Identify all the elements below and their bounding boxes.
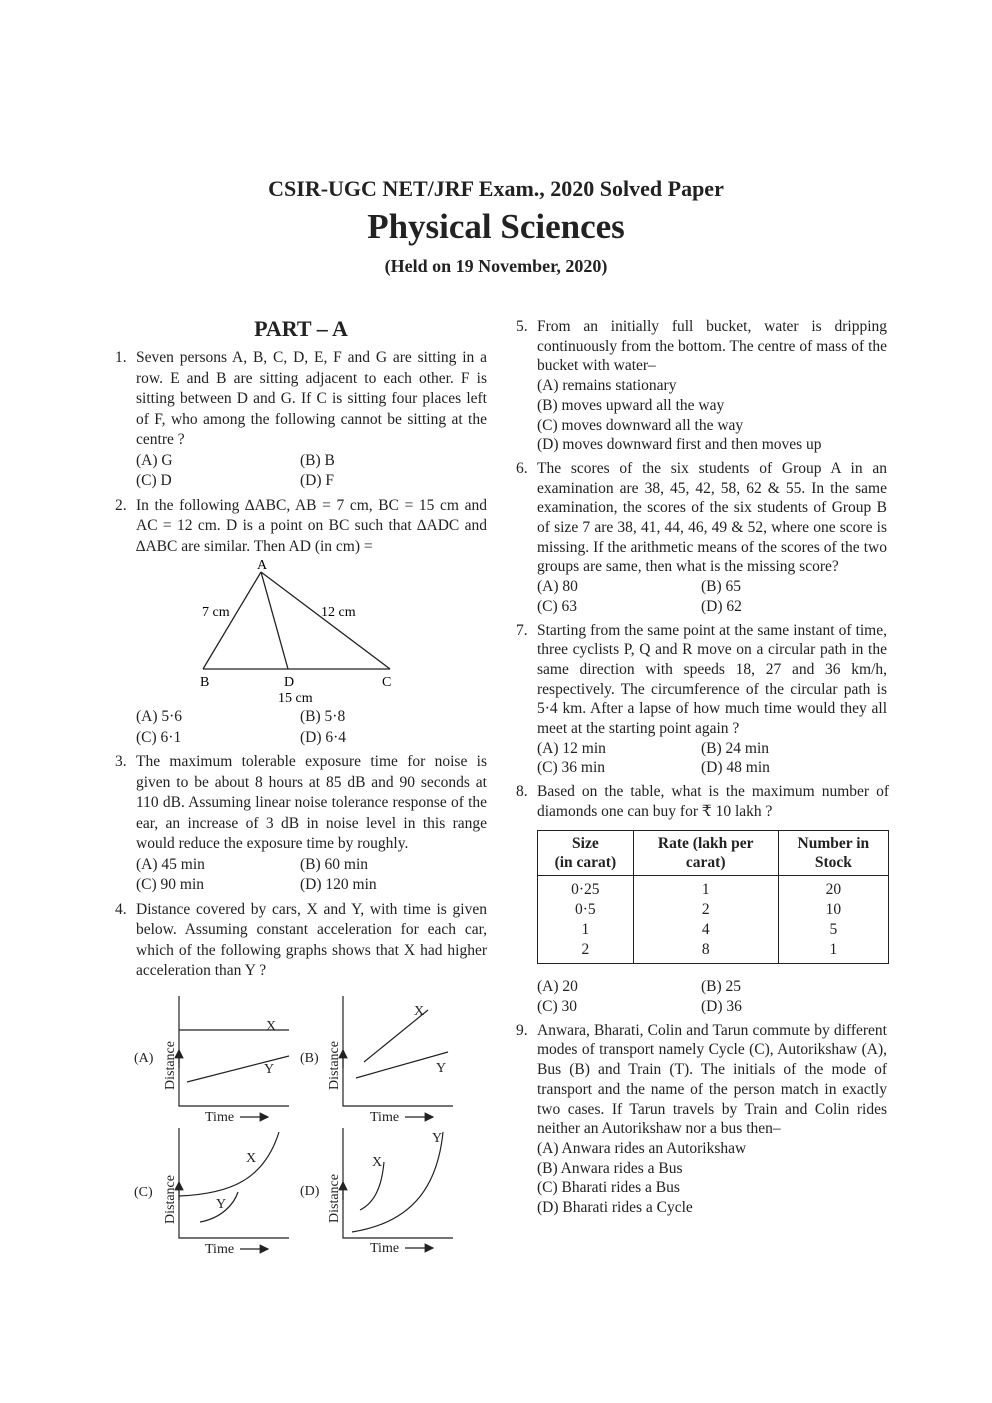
option-c[interactable]: (C) Bharati rides a Bus	[537, 1179, 680, 1197]
question-1	[115, 348, 487, 492]
question-8	[516, 782, 887, 1017]
table-header: Number in Stock	[778, 831, 888, 876]
question-number: 5.	[516, 318, 528, 335]
curve-label-x: X	[246, 1151, 257, 1166]
graph-label-b: (B)	[300, 1051, 319, 1066]
vertex-d: D	[284, 675, 295, 690]
label-bc: 15 cm	[278, 691, 313, 706]
option-d[interactable]: (D) 120 min	[300, 876, 377, 893]
curve-label-x: X	[414, 1004, 425, 1019]
curve-label-y: Y	[216, 1197, 227, 1212]
option-d[interactable]: (D) 6·4	[300, 728, 347, 746]
curve-label-x: X	[266, 1019, 277, 1034]
option-d[interactable]: (D) 62	[701, 597, 742, 615]
question-text: From an initially full bucket, water is dripping continuously from the bottom. The centre of mass of the bucket with water–	[537, 318, 887, 375]
options	[537, 977, 889, 1016]
option-a[interactable]: (A) remains stationary	[537, 377, 677, 395]
triangle-figure	[136, 557, 487, 707]
question-text: Distance covered by cars, X and Y, with time is given below. Assuming constant acceleration for each car, which of the following graphs shows that X had higher acceleration than Y ?	[136, 900, 487, 979]
question-number: 4.	[115, 900, 127, 918]
option-d[interactable]: (D) Bharati rides a Cycle	[537, 1199, 693, 1217]
option-b[interactable]: (B) 5·8	[300, 708, 346, 725]
question-3	[115, 752, 487, 896]
option-a[interactable]: (A) 5·6	[136, 708, 183, 725]
part-title: PART – A	[254, 316, 348, 341]
question-text: The maximum tolerable exposure time for noise is given to be about 8 hours at 85 dB and 90 seconds at 110 dB. Assuming linear noise tolerance response of the ear, an increase of 3 dB in noise level in this range would reduce the exposure time by roughly.	[136, 753, 487, 852]
option-b[interactable]: (B) B	[300, 451, 335, 469]
options	[537, 739, 887, 778]
side-ab	[203, 572, 261, 669]
question-number: 9.	[516, 1021, 528, 1039]
exam-heading: CSIR-UGC NET/JRF Exam., 2020 Solved Paper	[268, 176, 724, 201]
x-axis-label: Time	[205, 1242, 235, 1257]
options	[537, 376, 887, 455]
q4-graphs	[130, 992, 470, 1260]
diamond-table	[537, 830, 889, 964]
x-axis-label: Time	[370, 1110, 400, 1125]
y-axis-label: Distance	[327, 1174, 342, 1223]
option-a[interactable]: (A) 45 min	[136, 855, 205, 873]
question-text: Anwara, Bharati, Colin and Tarun commute by different modes of transport namely Cycle (C), Autorikshaw (A), Bus (B) and Train (T). The initials of the mode of transport and the name of the person match in exactly two cases. If Tarun travels by Train and Colin rides neither an Autorikshaw nor a bus then–	[537, 1021, 887, 1138]
option-d[interactable]: (D) 48 min	[701, 759, 770, 777]
y-axis-label: Distance	[327, 1041, 342, 1090]
table-header: Rate (lakh per carat)	[633, 831, 778, 876]
option-c[interactable]: (C) 90 min	[136, 876, 205, 893]
option-d[interactable]: (D) moves downward first and then moves up	[537, 436, 822, 454]
question-text: The scores of the six students of Group A in an examination are 38, 45, 42, 58, 62 & 55. In the same examination, the scores of the six students of Group B of size 7 are 38, 41, 44, 46, 49 & 52, where one score is missing. If the arithmetic means of the scores of the two groups are same, then what is the missing score?	[537, 459, 887, 576]
side-ac	[261, 572, 390, 669]
options	[537, 1139, 887, 1218]
left-column	[115, 348, 487, 986]
option-b[interactable]: (B) 60 min	[300, 855, 369, 873]
options	[136, 707, 487, 748]
option-a[interactable]: (A) 20	[537, 978, 578, 996]
y-axis-label: Distance	[163, 1041, 178, 1090]
options	[537, 577, 887, 616]
option-b[interactable]: (B) 65	[701, 578, 742, 596]
option-d[interactable]: (D) F	[300, 472, 335, 489]
curve-label-y: Y	[264, 1062, 275, 1077]
question-text: Seven persons A, B, C, D, E, F and G are sitting in a row. E and B are sitting adjacent to each other. F is sitting between D and G. If C is sitting four places left of F, who among the following cannot be sitting at the centre ?	[136, 349, 487, 448]
option-b[interactable]: (B) 25	[701, 978, 742, 996]
table-row: 0·5 2 10	[538, 900, 888, 920]
graph-label-a: (A)	[134, 1051, 154, 1066]
paper-title: Physical Sciences	[367, 207, 625, 246]
question-text: In the following ∆ABC, AB = 7 cm, BC = 15 cm and AC = 12 cm. D is a point on BC such that ∆ADC and ∆ABC are similar. Then AD (in cm) =	[136, 496, 487, 555]
question-6	[516, 459, 887, 617]
table-header: Size (in carat)	[538, 831, 633, 876]
question-9	[516, 1021, 887, 1218]
option-c[interactable]: (C) moves downward all the way	[537, 416, 744, 434]
option-a[interactable]: (A) 12 min	[537, 739, 606, 757]
question-number: 3.	[115, 753, 127, 770]
question-number: 6.	[516, 459, 528, 477]
y-axis-label: Distance	[163, 1175, 178, 1224]
option-a[interactable]: (A) 80	[537, 578, 578, 596]
question-number: 7.	[516, 621, 528, 639]
vertex-c: C	[382, 675, 392, 690]
graph-label-c: (C)	[134, 1185, 153, 1200]
option-a[interactable]: (A) G	[136, 451, 173, 469]
option-c[interactable]: (C) 36 min	[537, 759, 606, 777]
vertex-a: A	[257, 558, 268, 573]
right-column	[516, 317, 887, 1222]
question-4	[115, 900, 487, 982]
vertex-b: B	[200, 675, 210, 690]
question-number: 8.	[516, 783, 528, 801]
question-text: Starting from the same point at the same instant of time, three cyclists P, Q and R move on a circular path in the same direction with speeds 18, 27 and 36 km/h, respectively. The circumference of the circular path is 5·4 km. After a lapse of how much time would they all meet at the starting point again ?	[537, 621, 887, 738]
curve-label-x: X	[372, 1155, 383, 1170]
x-axis-label: Time	[370, 1241, 400, 1256]
x-axis-label: Time	[205, 1110, 235, 1125]
option-b[interactable]: (B) moves upward all the way	[537, 396, 725, 414]
question-text: Based on the table, what is the maximum number of diamonds one can buy for ₹ 10 lakh ?	[537, 783, 889, 820]
options	[136, 451, 487, 492]
option-c[interactable]: (C) 6·1	[136, 728, 182, 746]
graph-label-d: (D)	[300, 1184, 320, 1199]
label-ac: 12 cm	[321, 605, 356, 620]
option-a[interactable]: (A) Anwara rides an Autorikshaw	[537, 1139, 747, 1157]
table-row: 2 8 1	[538, 940, 888, 963]
option-c[interactable]: (C) D	[136, 472, 172, 489]
question-number: 1.	[115, 349, 127, 366]
table-row: 0·25 1 20	[538, 875, 888, 900]
option-c[interactable]: (C) 63	[537, 597, 578, 615]
question-number: 2.	[115, 496, 127, 514]
option-d[interactable]: (D) 36	[701, 997, 742, 1015]
option-b[interactable]: (B) 24 min	[701, 739, 770, 757]
table-row: 1 4 5	[538, 920, 888, 940]
segment-ad	[261, 572, 288, 669]
exam-date: (Held on 19 November, 2020)	[384, 256, 608, 276]
question-5	[516, 317, 887, 455]
question-7	[516, 621, 887, 779]
options	[136, 855, 487, 896]
curve-label-y: Y	[436, 1061, 447, 1076]
label-ab: 7 cm	[202, 605, 230, 620]
option-b[interactable]: (B) Anwara rides a Bus	[537, 1159, 683, 1177]
question-2	[115, 496, 487, 749]
curve-label-y: Y	[432, 1131, 443, 1146]
option-c[interactable]: (C) 30	[537, 997, 578, 1015]
